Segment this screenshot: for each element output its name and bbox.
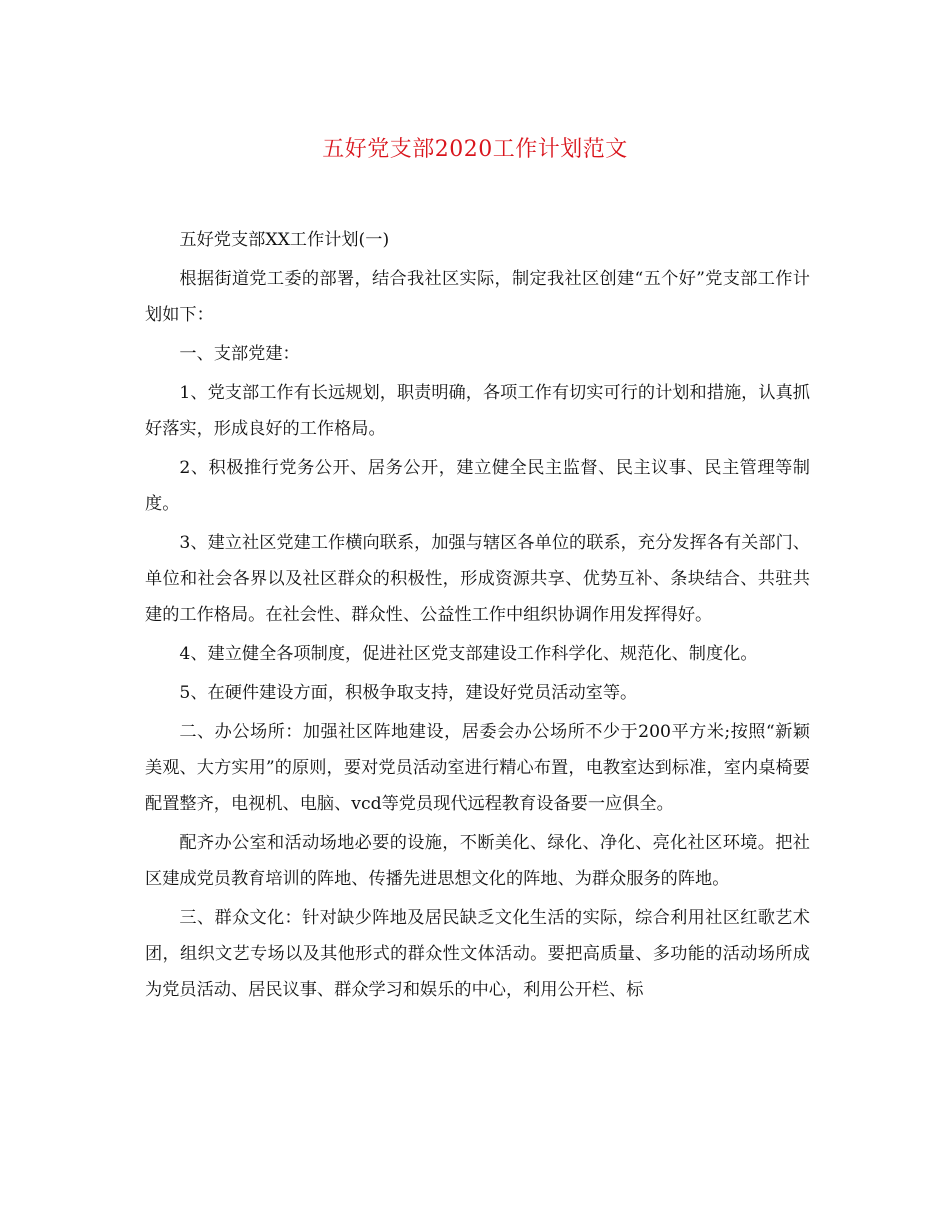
paragraph-item-1: 1、党支部工作有长远规划，职责明确，各项工作有切实可行的计划和措施，认真抓好落实，形成良好的工作格局。 xyxy=(145,383,810,439)
section-mass-culture: 三、群众文化：针对缺少阵地及居民缺乏文化生活的实际，综合利用社区红歌艺术团，组织文艺专场以及其他形式的群众性文体活动。要把高质量、多功能的活动场所成为党员活动、居民议事、群众学习和娱乐的中心，利用公开栏、标 xyxy=(145,908,810,1000)
paragraph-subtitle: 五好党支部XX工作计划(一) xyxy=(179,230,390,250)
paragraph-item-5: 5、在硬件建设方面，积极争取支持，建设好党员活动室等。 xyxy=(179,683,638,703)
section-office-space: 二、办公场所：加强社区阵地建设，居委会办公场所不少于200平方米;按照“新颖美观、大方实用”的原则，要对党员活动室进行精心布置，电教室达到标准，室内桌椅要配置整齐，电视机、电脑、vcd等党员现代远程教育设备要一应俱全。 xyxy=(145,722,810,814)
document-title: 五好党支部2020工作计划范文 xyxy=(322,137,628,162)
paragraph-facilities: 配齐办公室和活动场地必要的设施，不断美化、绿化、净化、亮化社区环境。把社区建成党员教育培训的阵地、传播先进思想文化的阵地、为群众服务的阵地。 xyxy=(145,833,810,889)
paragraph-item-4: 4、建立健全各项制度，促进社区党支部建设工作科学化、规范化、制度化。 xyxy=(179,644,758,664)
paragraph-intro: 根据街道党工委的部署，结合我社区实际，制定我社区创建“五个好”党支部工作计划如下： xyxy=(145,269,810,325)
document-body xyxy=(145,222,810,1011)
paragraph-item-3: 3、建立社区党建工作横向联系，加强与辖区各单位的联系，充分发挥各有关部门、单位和社会各界以及社区群众的积极性，形成资源共享、优势互补、条块结合、共驻共建的工作格局。在社会性、群众性、公益性工作中组织协调作用发挥得好。 xyxy=(145,533,810,625)
section-heading-1: 一、支部党建： xyxy=(179,344,300,364)
paragraph-item-2: 2、积极推行党务公开、居务公开，建立健全民主监督、民主议事、民主管理等制度。 xyxy=(145,458,810,514)
